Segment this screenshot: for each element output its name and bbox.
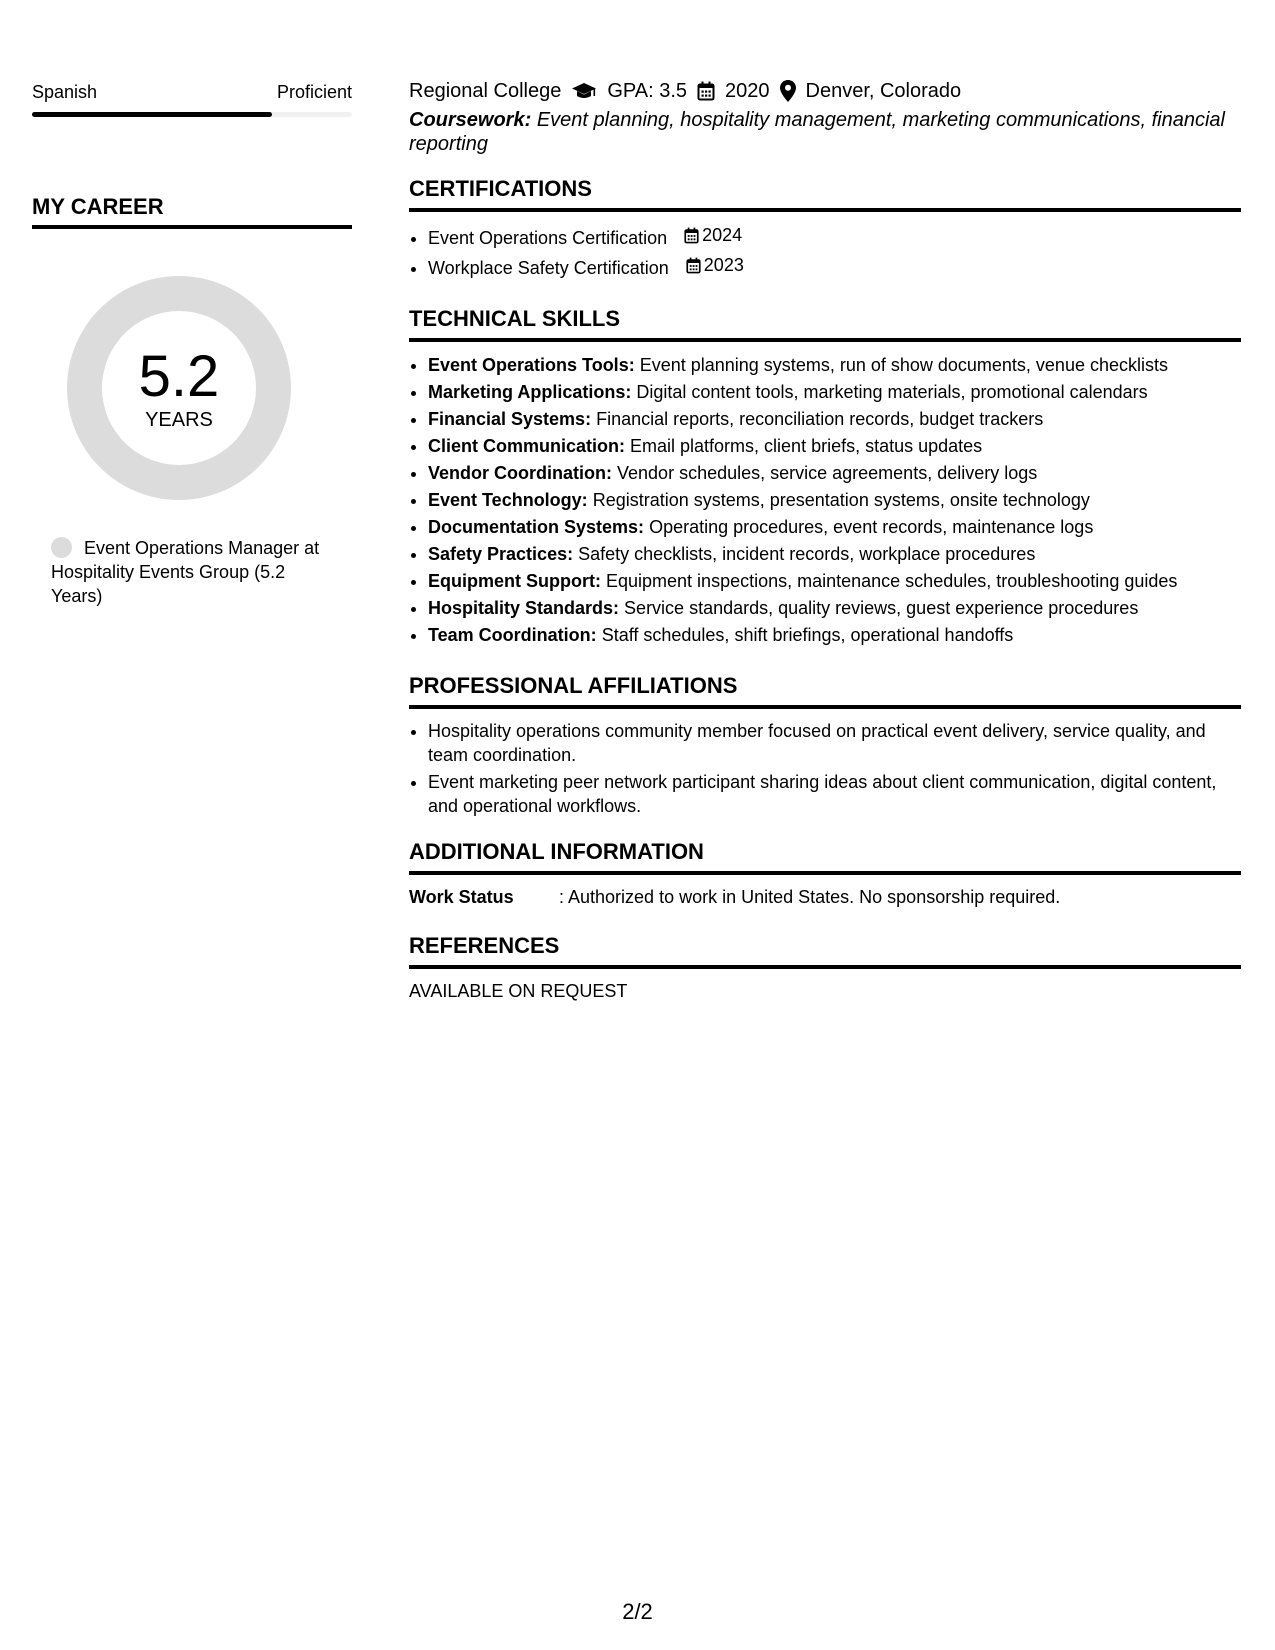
references-section: [409, 933, 1241, 1003]
skill-item: [428, 433, 1241, 460]
technical-skills-list: [409, 352, 1241, 649]
career-title: MY CAREER: [32, 194, 164, 219]
skill-item: [428, 568, 1241, 595]
page-number: 2/2: [622, 1599, 653, 1624]
certification-item: [428, 252, 1241, 282]
certification-item: [428, 222, 1241, 252]
references-title: REFERENCES: [409, 933, 560, 958]
skill-item: [428, 595, 1241, 622]
work-status-value: : Authorized to work in United States. No sponsorship required.: [559, 887, 1061, 907]
skill-label: Vendor Coordination:: [428, 463, 612, 483]
language-level: Proficient: [276, 82, 352, 102]
certifications-section: [409, 176, 1241, 282]
affiliation-item: • Event marketing peer network participant sharing ideas about client communication, digital content, and operational workflows.: [428, 770, 1241, 818]
skill-text: Operating procedures, event records, maintenance logs: [649, 517, 1094, 537]
certification-date: [684, 222, 742, 249]
affiliations-section: [409, 673, 1241, 818]
skill-item: [428, 406, 1241, 433]
skill-text: Service standards, quality reviews, guest experience procedures: [624, 598, 1139, 618]
right-column: [409, 78, 1241, 1003]
education-gpa: GPA: 3.5: [607, 80, 687, 102]
skill-text: Staff schedules, shift briefings, operational handoffs: [601, 625, 1014, 645]
left-column: [32, 80, 352, 606]
calendar-icon: [684, 227, 699, 244]
additional-info-divider: [409, 871, 1241, 875]
certification-name: Workplace Safety Certification: [428, 258, 669, 278]
certifications-divider: [409, 208, 1241, 212]
education-school: Regional College: [409, 80, 562, 102]
skill-text: Safety checklists, incident records, workplace procedures: [578, 544, 1036, 564]
map-pin-icon: [780, 80, 796, 102]
education-line: [409, 78, 1241, 104]
language-name: Spanish: [32, 82, 98, 102]
skill-item: [428, 460, 1241, 487]
graduation-cap-icon: [571, 81, 597, 101]
education-location: Denver, Colorado: [805, 80, 962, 102]
skill-item: [428, 541, 1241, 568]
skill-label: Event Operations Tools:: [428, 355, 635, 375]
skill-label: Team Coordination:: [428, 625, 597, 645]
technical-skills-divider: [409, 338, 1241, 342]
career-years-donut: [67, 276, 291, 500]
skill-text: Event planning systems, run of show documents, venue checklists: [639, 355, 1168, 375]
legend-dot-icon: [51, 537, 72, 558]
career-item-text: Event Operations Manager at Hospitality Events Group (5.2 Years): [51, 538, 320, 606]
donut-ring: [67, 276, 291, 500]
skill-item: [428, 622, 1241, 649]
skill-item: [428, 487, 1241, 514]
skill-label: Documentation Systems:: [428, 517, 645, 537]
affiliation-item: • Hospitality operations community member focused on practical event delivery, service quality, and team coordination.: [428, 719, 1241, 767]
skill-item: [428, 352, 1241, 379]
skill-text: Digital content tools, marketing materials, promotional calendars: [636, 382, 1148, 402]
calendar-icon: [686, 257, 701, 274]
affiliations-title: PROFESSIONAL AFFILIATIONS: [409, 673, 738, 698]
career-total-years: 5.2: [138, 344, 220, 409]
skill-label: Client Communication:: [428, 436, 625, 456]
skill-label: Marketing Applications:: [428, 382, 632, 402]
career-years-label: YEARS: [145, 409, 213, 431]
skill-item: [428, 379, 1241, 406]
certifications-list: [409, 222, 1241, 282]
certification-date: [686, 252, 744, 279]
language-proficiency-bar: [32, 112, 352, 117]
career-divider: [32, 225, 352, 229]
coursework-label: Coursework:: [409, 109, 532, 131]
affiliations-list: [409, 719, 1241, 818]
certifications-title: CERTIFICATIONS: [409, 176, 592, 201]
calendar-icon: [697, 81, 715, 101]
skill-label: Financial Systems:: [428, 409, 592, 429]
certification-name: Event Operations Certification: [428, 228, 668, 248]
additional-info-title: ADDITIONAL INFORMATION: [409, 839, 704, 864]
skill-item: [428, 514, 1241, 541]
education-coursework: [409, 108, 1241, 156]
skill-label: Equipment Support:: [428, 571, 601, 591]
skill-text: Registration systems, presentation systems, onsite technology: [592, 490, 1090, 510]
education-year: 2020: [725, 80, 770, 102]
skill-text: Email platforms, client briefs, status updates: [630, 436, 983, 456]
affiliations-divider: [409, 705, 1241, 709]
skill-text: Vendor schedules, service agreements, delivery logs: [617, 463, 1038, 483]
language-row: [32, 80, 352, 104]
skill-label: Event Technology:: [428, 490, 588, 510]
career-legend-item: [51, 536, 341, 608]
skill-label: Safety Practices:: [428, 544, 574, 564]
technical-skills-section: [409, 306, 1241, 649]
skill-text: Financial reports, reconciliation records, budget trackers: [596, 409, 1044, 429]
additional-info-section: [409, 839, 1241, 909]
references-divider: [409, 965, 1241, 969]
references-text: AVAILABLE ON REQUEST: [409, 981, 628, 1001]
work-status-row: [409, 885, 1241, 909]
skill-text: Equipment inspections, maintenance schedules, troubleshooting guides: [606, 571, 1178, 591]
work-status-label: Work Status: [409, 887, 514, 907]
certification-year: 2024: [702, 225, 743, 245]
coursework-text: Event planning, hospitality management, marketing communications, financial reporting: [409, 109, 1225, 155]
technical-skills-title: TECHNICAL SKILLS: [409, 306, 621, 331]
skill-label: Hospitality Standards:: [428, 598, 620, 618]
certification-year: 2023: [703, 255, 744, 275]
language-proficiency-fill: [32, 112, 272, 117]
